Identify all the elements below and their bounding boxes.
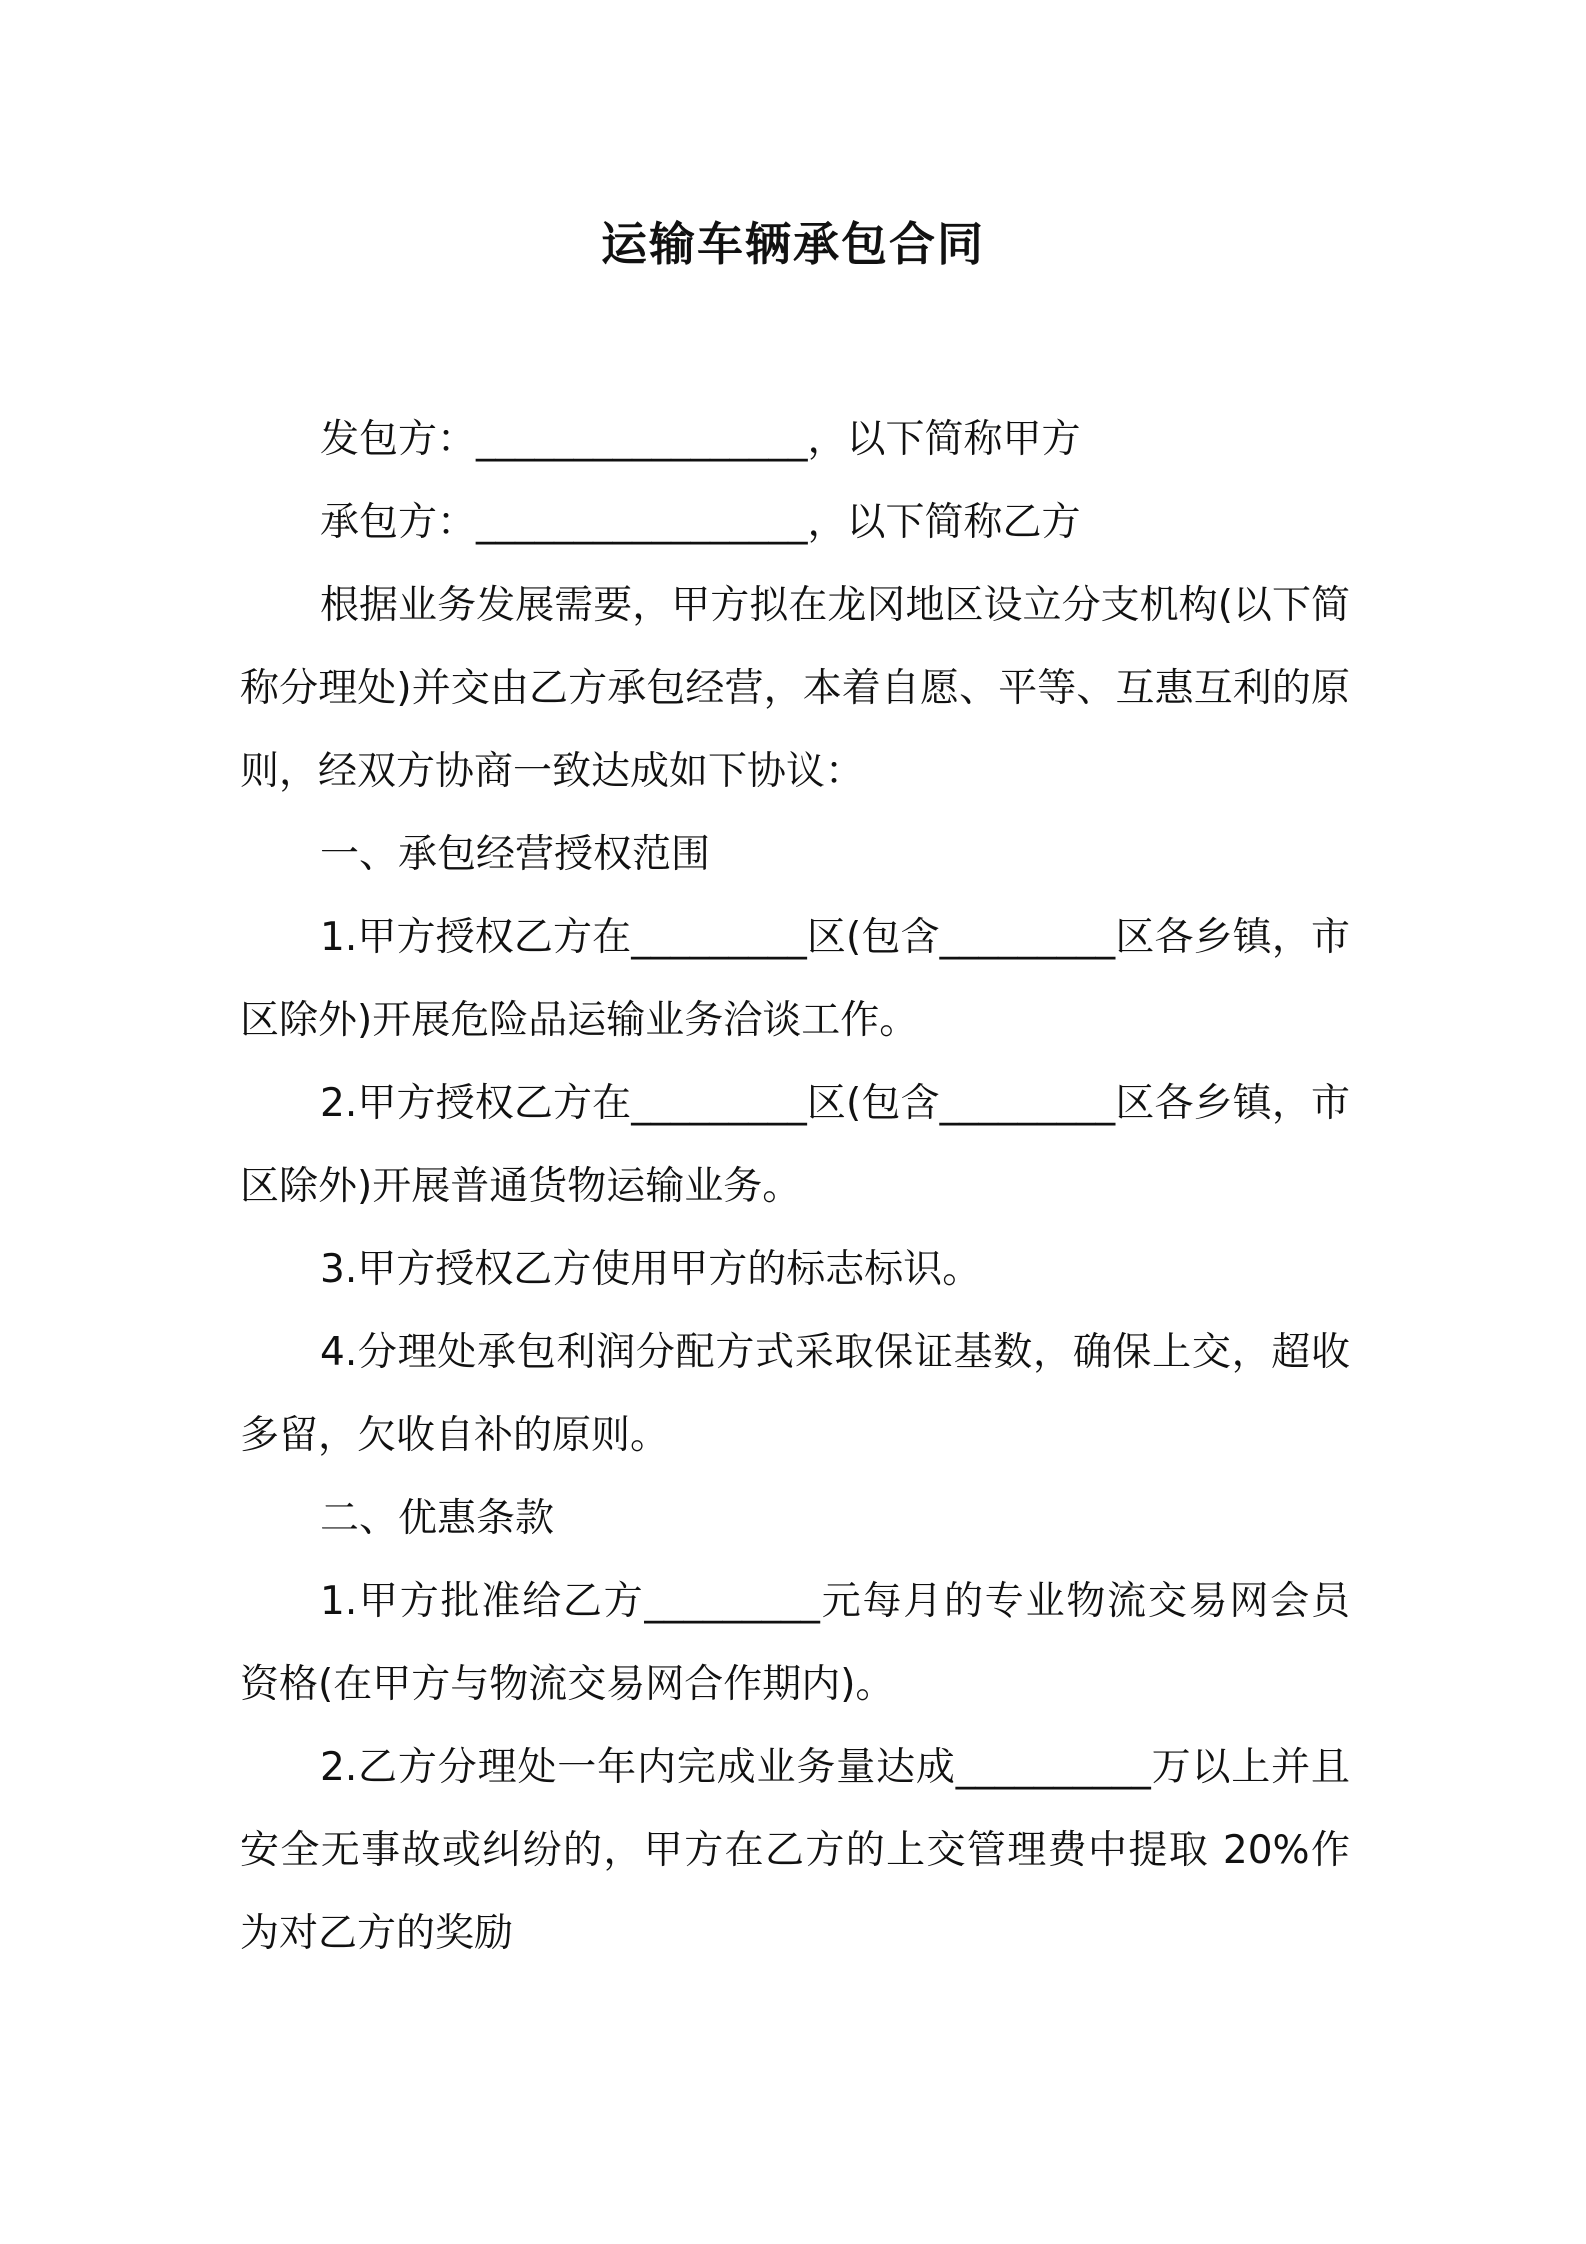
clause-1-4: 4.分理处承包利润分配方式采取保证基数，确保上交，超收多留，欠收自补的原则。 [240,1330,1350,1458]
clause-1-2: 2.甲方授权乙方在_________区(包含_________区各乡镇，市区除外)开展普通货物运输业务。 [240,1081,1350,1209]
clause-2-2: 2.乙方分理处一年内完成业务量达成__________万以上并且安全无事故或纠纷的，甲方在乙方的上交管理费中提取 20%作为对乙方的奖励 [240,1745,1350,1956]
clause-2-1: 1.甲方批准给乙方_________元每月的专业物流交易网会员资格(在甲方与物流交易网合作期内)。 [240,1579,1350,1707]
party-b-line: 承包方：_________________，以下简称乙方 [320,500,1081,545]
section-2-heading: 二、优惠条款 [320,1496,555,1541]
section-1-heading: 一、承包经营授权范围 [320,832,711,877]
party-a-line: 发包方：_________________，以下简称甲方 [320,417,1081,462]
clause-1-1: 1.甲方授权乙方在_________区(包含_________区各乡镇，市区除外)开展危险品运输业务洽谈工作。 [240,915,1350,1043]
contract-body [240,398,1350,1975]
clause-1-3: 3.甲方授权乙方使用甲方的标志标识。 [320,1247,982,1292]
document-title: 运输车辆承包合同 [601,217,985,271]
preamble-paragraph: 根据业务发展需要，甲方拟在龙冈地区设立分支机构(以下简称分理处)并交由乙方承包经营，本着自愿、平等、互惠互利的原则，经双方协商一致达成如下协议： [240,583,1350,794]
